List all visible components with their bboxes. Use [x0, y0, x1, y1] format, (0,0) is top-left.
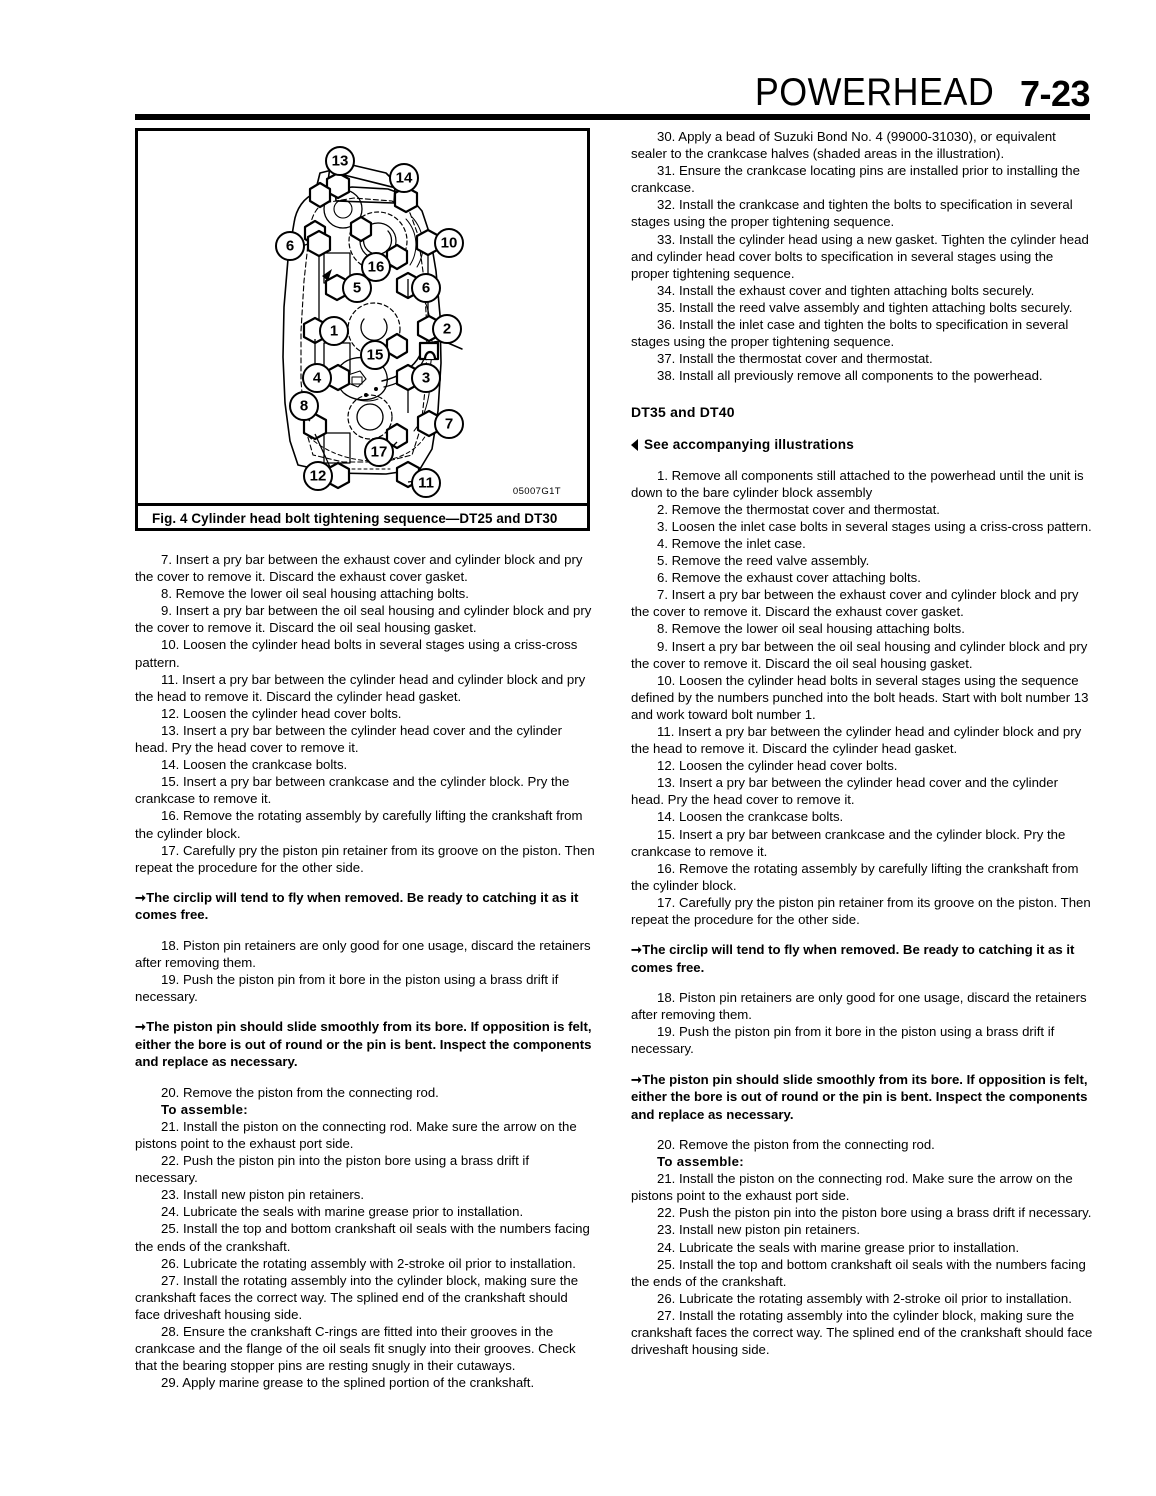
step-paragraph: 26. Lubricate the rotating assembly with 2-stroke oil prior to installation. — [657, 1290, 1072, 1306]
svg-text:10: 10 — [440, 234, 458, 252]
page-number: 7-23 — [1019, 73, 1090, 114]
header-divider — [135, 114, 1090, 120]
step-paragraph: 26. Lubricate the rotating assembly with 2-stroke oil prior to installation. — [161, 1255, 576, 1271]
step-paragraph: 11. Insert a pry bar between the cylinder head and cylinder block and pry the head to remove it. Discard the cylinder head gasket. — [135, 671, 586, 704]
step-paragraph: 17. Carefully pry the piston pin retainer from its groove on the piston. Then repeat the procedure for the other side. — [631, 894, 1091, 928]
callout-6b — [412, 274, 440, 302]
diamond-bullet-icon — [631, 439, 638, 451]
step-paragraph: 9. Insert a pry bar between the oil seal housing and cylinder block and pry the cover to remove it. Discard the oil seal housing gasket. — [631, 638, 1088, 671]
svg-text:1: 1 — [329, 322, 339, 340]
warning-note — [631, 941, 1093, 976]
section-heading-dt35-dt40: DT35 and DT40 — [631, 404, 735, 421]
step-paragraph: 19. Push the piston pin from it bore in the piston using a brass drift if necessary. — [631, 1024, 1055, 1057]
step-paragraph: 24. Lubricate the seals with marine grease prior to installation. — [657, 1239, 1020, 1255]
step-paragraph: 33. Install the cylinder head using a new gasket. Tighten the cylinder head and cylinder head cover bolts to specification in several stages using the proper tightening sequence. — [631, 231, 1089, 281]
step-paragraph: 3. Loosen the inlet case bolts in several stages using a criss-cross pattern. — [657, 518, 1092, 534]
svg-text:5: 5 — [352, 279, 362, 297]
step-paragraph: 6. Remove the exhaust cover attaching bolts. — [657, 570, 921, 586]
figure-caption: Fig. 4 Cylinder head bolt tightening sequence—DT25 and DT30 — [152, 511, 558, 526]
step-paragraph: 8. Remove the lower oil seal housing attaching bolts. — [161, 586, 469, 602]
right-text-column — [631, 128, 1093, 1358]
step-paragraph: 38. Install all previously remove all components to the powerhead. — [657, 368, 1043, 384]
svg-text:8: 8 — [299, 397, 309, 415]
right-arrow-icon: ➞ — [135, 1019, 146, 1035]
step-paragraph: 1. Remove all components still attached to the powerhead until the unit is down to the bare cylinder block assembly — [631, 467, 1084, 500]
svg-text:3: 3 — [421, 369, 431, 387]
step-paragraph: 20. Remove the piston from the connecting rod. — [657, 1137, 935, 1152]
warning-note — [135, 1018, 595, 1071]
left-text-column — [135, 551, 595, 1391]
to-assemble-heading: To assemble: — [161, 1101, 248, 1117]
warning-note-text: The piston pin should slide smoothly from its bore. If opposition is felt, either the bore is out of round or the pin is bent. Inspect the components and replace as necessary. — [631, 1071, 1088, 1122]
step-paragraph: 25. Install the top and bottom crankshaft oil seals with the numbers facing the ends of the crankshaft. — [631, 1256, 1086, 1289]
step-paragraph: 36. Install the inlet case and tighten the bolts to specification in several stages using the proper tightening sequence. — [631, 317, 1069, 350]
callout-2 — [433, 315, 461, 343]
svg-text:7: 7 — [444, 415, 454, 433]
svg-text:12: 12 — [309, 467, 327, 485]
step-paragraph: 19. Push the piston pin from it bore in the piston using a brass drift if necessary. — [135, 971, 559, 1005]
step-paragraph: 14. Loosen the crankcase bolts. — [657, 809, 844, 825]
step-paragraph: 24. Lubricate the seals with marine grease prior to installation. — [161, 1204, 524, 1220]
step-paragraph: 37. Install the thermostat cover and thermostat. — [657, 351, 933, 367]
callout-11 — [412, 469, 440, 497]
svg-text:11: 11 — [418, 474, 434, 492]
svg-text:2: 2 — [442, 320, 452, 338]
step-paragraph: 12. Loosen the cylinder head cover bolts. — [161, 705, 402, 721]
step-paragraph: 25. Install the top and bottom crankshaft oil seals with the numbers facing the ends of the crankshaft. — [135, 1221, 590, 1254]
callout-7 — [435, 410, 463, 438]
figure-code: 05007G1T — [512, 486, 561, 497]
step-paragraph: 9. Insert a pry bar between the oil seal housing and cylinder block and pry the cover to remove it. Discard the oil seal housing gasket. — [135, 603, 592, 636]
step-paragraph: 2. Remove the thermostat cover and thermostat. — [657, 501, 940, 517]
svg-text:17: 17 — [370, 443, 388, 461]
callout-1 — [320, 317, 348, 345]
step-paragraph: 16. Remove the rotating assembly by carefully lifting the crankshaft from the cylinder block. — [631, 860, 1079, 893]
step-paragraph: 16. Remove the rotating assembly by carefully lifting the crankshaft from the cylinder block. — [135, 808, 583, 841]
callout-17 — [365, 438, 393, 466]
step-paragraph: 17. Carefully pry the piston pin retainer from its groove on the piston. Then repeat the procedure for the other side. — [135, 842, 595, 875]
step-paragraph: 13. Insert a pry bar between the cylinder head cover and the cylinder head. Pry the head cover to remove it. — [631, 775, 1058, 808]
step-paragraph: 8. Remove the lower oil seal housing attaching bolts. — [657, 621, 965, 637]
callout-4 — [303, 364, 331, 392]
step-paragraph: 12. Loosen the cylinder head cover bolts. — [657, 758, 898, 774]
svg-text:4: 4 — [312, 369, 322, 387]
step-paragraph: 15. Insert a pry bar between crankcase and the cylinder block. Pry the crankcase to remove it. — [631, 826, 1066, 859]
svg-text:6: 6 — [421, 279, 431, 297]
step-paragraph: 34. Install the exhaust cover and tighten attaching bolts securely. — [657, 282, 1035, 298]
callout-14 — [390, 164, 418, 192]
right-arrow-icon: ➞ — [135, 889, 146, 905]
step-paragraph: 27. Install the rotating assembly into the cylinder block, making sure the crankshaft faces the correct way. The splined end of the crankshaft should face driveshaft housing side. — [135, 1272, 579, 1322]
callout-10 — [435, 229, 463, 257]
svg-text:13: 13 — [331, 152, 349, 170]
step-paragraph: 23. Install new piston pin retainers. — [657, 1222, 861, 1238]
step-paragraph: 7. Insert a pry bar between the exhaust cover and cylinder block and pry the cover to remove it. Discard the exhaust cover gasket. — [135, 552, 583, 585]
right-arrow-icon: ➞ — [631, 942, 642, 958]
step-paragraph: 14. Loosen the crankcase bolts. — [161, 757, 348, 773]
callout-15 — [361, 341, 389, 369]
step-paragraph: 18. Piston pin retainers are only good for one usage, discard the retainers after removing them. — [135, 937, 591, 970]
see-illustrations-text: See accompanying illustrations — [644, 436, 854, 452]
step-paragraph: 28. Ensure the crankshaft C-rings are fitted into their grooves in the crankcase and the flange of the oil seals fit snugly into their grooves. Check that the bearing stopper pins are resting snugly in their cutaways. — [135, 1323, 576, 1374]
figure-4 — [135, 128, 590, 531]
warning-note-text: The circlip will tend to fly when removed. Be ready to catching it as it comes free. — [135, 889, 579, 923]
callout-8 — [290, 392, 318, 420]
to-assemble-heading: To assemble: — [657, 1154, 744, 1170]
step-paragraph: 30. Apply a bead of Suzuki Bond No. 4 (99000-31030), or equivalent sealer to the crankcase halves (shaded areas in the illustration). — [631, 129, 1056, 162]
step-paragraph: 21. Install the piston on the connecting rod. Make sure the arrow on the pistons point to the exhaust port side. — [135, 1118, 577, 1151]
step-paragraph: 15. Insert a pry bar between crankcase and the cylinder block. Pry the crankcase to remove it. — [135, 774, 570, 807]
svg-text:6: 6 — [285, 237, 295, 255]
step-paragraph: 23. Install new piston pin retainers. — [161, 1187, 365, 1203]
step-paragraph: 10. Loosen the cylinder head bolts in several stages using the sequence defined by the numbers punched into the bolt heads. Start with bolt number 13 and work toward bolt number 1. — [631, 672, 1089, 722]
callout-13 — [326, 147, 354, 175]
step-paragraph: 4. Remove the inlet case. — [657, 535, 806, 551]
svg-text:16: 16 — [367, 258, 385, 276]
warning-note-text: The circlip will tend to fly when removed. Be ready to catching it as it comes free. — [631, 942, 1075, 975]
step-paragraph: 29. Apply marine grease to the splined portion of the crankshaft. — [161, 1375, 535, 1391]
step-paragraph: 7. Insert a pry bar between the exhaust cover and cylinder block and pry the cover to remove it. Discard the exhaust cover gasket. — [631, 587, 1079, 620]
callout-12 — [304, 462, 332, 490]
callout-5 — [343, 274, 371, 302]
step-paragraph: 11. Insert a pry bar between the cylinder head and cylinder block and pry the head to remove it. Discard the cylinder head gasket. — [631, 724, 1082, 757]
callout-6a — [276, 232, 304, 260]
step-paragraph: 21. Install the piston on the connecting rod. Make sure the arrow on the pistons point to the exhaust port side. — [631, 1171, 1073, 1204]
step-paragraph: 35. Install the reed valve assembly and tighten attaching bolts securely. — [657, 299, 1073, 315]
warning-note-text: The piston pin should slide smoothly from its bore. If opposition is felt, either the bore is out of round or the pin is bent. Inspect the components and replace as necessary. — [135, 1019, 592, 1070]
svg-text:15: 15 — [366, 346, 384, 364]
step-paragraph: 31. Ensure the crankcase locating pins are installed prior to installing the crankcase. — [631, 163, 1080, 196]
see-illustrations-note — [631, 436, 1093, 453]
step-paragraph: 22. Push the piston pin into the piston bore using a brass drift if necessary. — [135, 1153, 530, 1186]
page-header — [135, 50, 1090, 112]
warning-note — [631, 1071, 1093, 1124]
page-title: POWERHEAD — [754, 71, 994, 114]
callout-3 — [412, 364, 440, 392]
step-paragraph: 18. Piston pin retainers are only good for one usage, discard the retainers after removing them. — [631, 990, 1087, 1023]
step-paragraph: 27. Install the rotating assembly into the cylinder block, making sure the crankshaft faces the correct way. The splined end of the crankshaft should face driveshaft housing side. — [631, 1307, 1093, 1358]
step-paragraph: 32. Install the crankcase and tighten the bolts to specification in several stages using the proper tightening sequence. — [631, 197, 1073, 230]
step-paragraph: 20. Remove the piston from the connecting rod. — [161, 1084, 439, 1100]
warning-note — [135, 889, 595, 924]
step-paragraph: 10. Loosen the cylinder head bolts in several stages using a criss-cross pattern. — [135, 637, 578, 670]
right-arrow-icon: ➞ — [631, 1071, 642, 1087]
step-paragraph: 22. Push the piston pin into the piston bore using a brass drift if necessary. — [657, 1205, 1092, 1221]
step-paragraph: 13. Insert a pry bar between the cylinder head cover and the cylinder head. Pry the head cover to remove it. — [135, 722, 562, 756]
step-paragraph: 5. Remove the reed valve assembly. — [657, 553, 870, 569]
svg-text:14: 14 — [395, 169, 413, 187]
